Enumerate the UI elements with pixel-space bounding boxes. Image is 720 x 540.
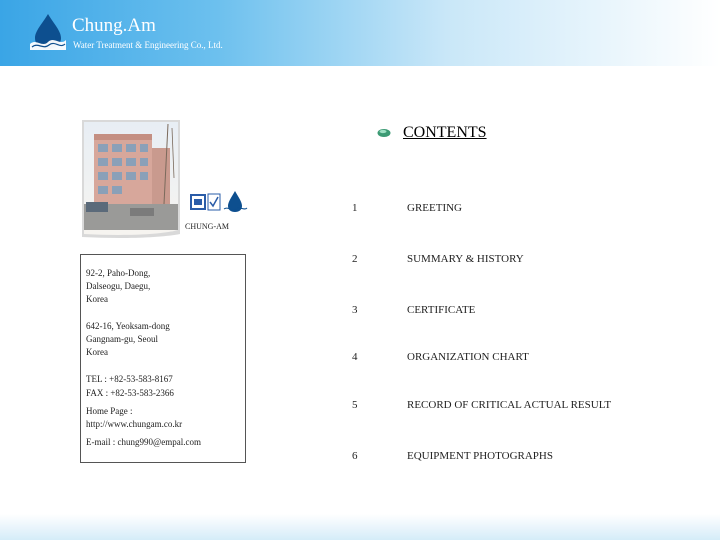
toc-number: 2: [352, 253, 358, 265]
homepage-link[interactable]: http://www.chungam.co.kr: [86, 419, 183, 429]
toc-number: 4: [352, 351, 358, 363]
homepage-label: Home Page :: [86, 406, 133, 416]
address-line: Korea: [86, 294, 108, 304]
toc-number: 1: [352, 202, 358, 214]
fax-number: FAX : +82-53-583-2366: [86, 388, 174, 398]
toc-item-summary-history[interactable]: SUMMARY & HISTORY: [407, 253, 524, 265]
toc-number: 5: [352, 399, 358, 411]
toc-item-certificate[interactable]: CERTIFICATE: [407, 304, 476, 316]
contents-title: CONTENTS: [403, 124, 487, 141]
address-line: Dalseogu, Daegu,: [86, 281, 151, 291]
company-tagline: Water Treatment & Engineering Co., Ltd.: [73, 40, 223, 50]
card-caption: CHUNG-AM: [185, 222, 229, 231]
address-line: 642-16, Yeoksam-dong: [86, 321, 170, 331]
footer-band: [0, 514, 720, 540]
toc-item-greeting[interactable]: GREETING: [407, 202, 462, 214]
water-drop-logo-icon: [28, 12, 68, 50]
toc-number: 6: [352, 450, 358, 462]
building-photo-card: [80, 118, 256, 240]
toc-item-organization-chart[interactable]: ORGANIZATION CHART: [407, 351, 529, 363]
toc-item-critical-actual-result[interactable]: RECORD OF CRITICAL ACTUAL RESULT: [407, 399, 612, 411]
header-banner: [0, 0, 720, 66]
address-line: Gangnam-gu, Seoul: [86, 334, 158, 344]
email-address[interactable]: E-mail : chung990@empal.com: [86, 437, 202, 447]
address-box: [80, 254, 246, 463]
company-name: Chung.Am: [72, 15, 156, 36]
contents-bullet-icon: [377, 128, 391, 138]
toc-item-equipment-photographs[interactable]: EQUIPMENT PHOTOGRAPHS: [407, 450, 553, 462]
phone-number: TEL : +82-53-583-8167: [86, 374, 173, 384]
toc-number: 3: [352, 304, 358, 316]
address-line: Korea: [86, 347, 108, 357]
address-line: 92-2, Paho-Dong,: [86, 268, 151, 278]
